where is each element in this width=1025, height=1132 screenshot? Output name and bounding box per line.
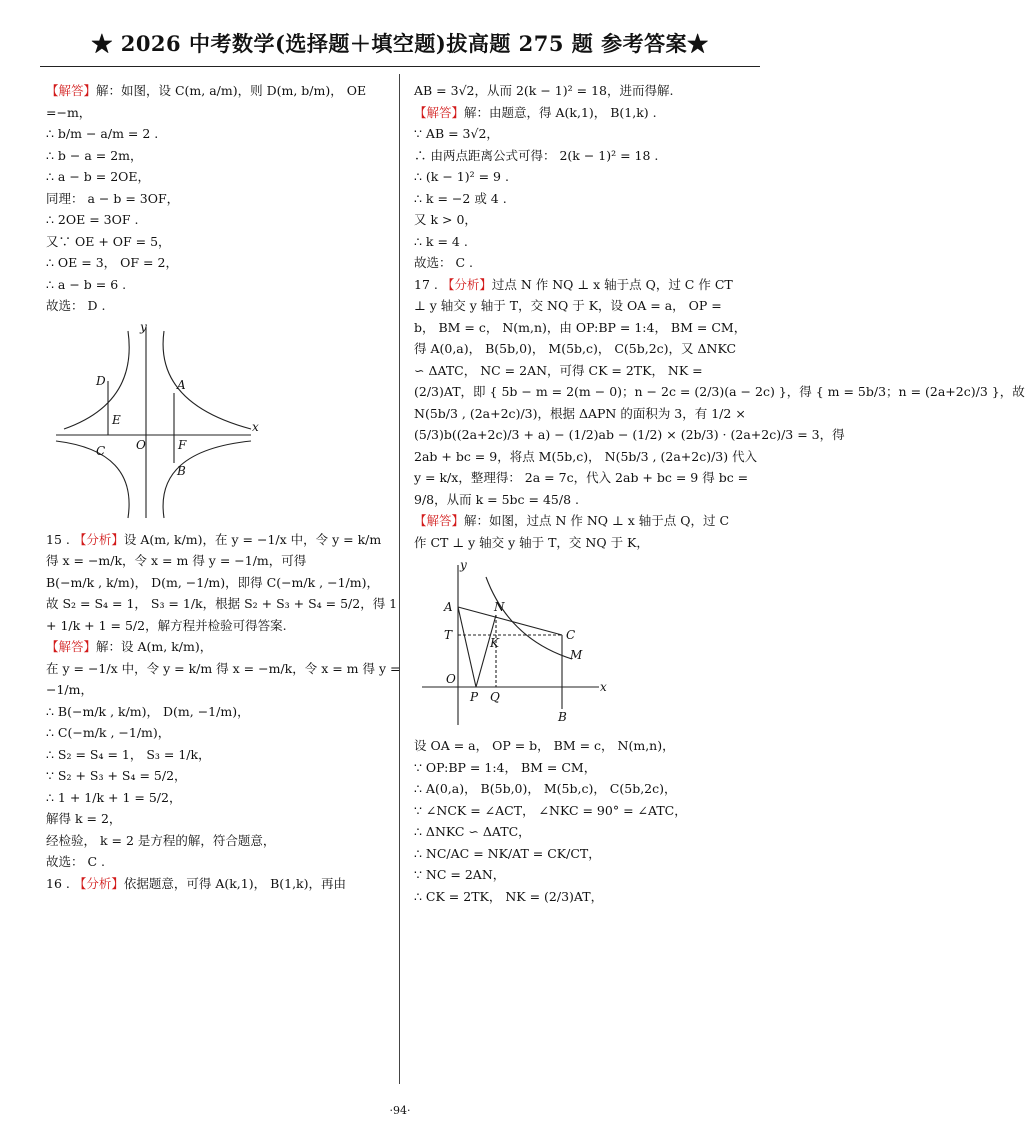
text-segment: ∴ k = 4 . <box>414 233 468 249</box>
text-line <box>46 123 386 145</box>
section-tag: 【解答】 <box>414 104 465 120</box>
text-line <box>46 231 386 253</box>
text-segment: + 1/k + 1 = 5/2，解方程并检验可得答案. <box>46 617 287 633</box>
text-segment: ∴ NC/AC = NK/AT = CK/CT， <box>414 845 601 861</box>
text-segment: 故 S₂ = S₄ = 1， S₃ = 1/k，根据 S₂ + S₃ + S₄ = 5/2，得 1 <box>46 596 398 611</box>
text-line <box>414 80 760 102</box>
text-line <box>414 295 760 317</box>
graph-label-Q: Q <box>490 690 500 704</box>
text-segment: ∵ NC = 2AN， <box>414 867 506 882</box>
text-segment: 解：由题意，得 A(k,1)， B(1,k) . <box>464 104 657 120</box>
text-line <box>46 209 386 231</box>
text-line <box>46 252 386 274</box>
text-line <box>414 102 760 124</box>
text-segment: 解：如图，设 C(m, a/m)，则 D(m, b/m)， OE <box>96 83 367 98</box>
text-line <box>46 188 386 210</box>
column-divider <box>399 74 400 1084</box>
text-line <box>46 873 386 895</box>
text-line <box>414 821 760 843</box>
text-line <box>414 532 760 554</box>
text-line <box>414 778 760 800</box>
text-line <box>46 636 386 658</box>
text-line <box>46 145 386 167</box>
text-segment: ∴ OE = 3， OF = 2， <box>46 255 178 270</box>
right-column <box>414 80 1025 907</box>
left-text-block-2 <box>46 529 401 895</box>
text-segment: (5/3)b((2a+2c)/3 + a) − (1/2)ab − (1/2) × (2b/3) · (2a+2c)/3 = 3，得 <box>414 427 845 442</box>
text-line <box>46 679 386 701</box>
text-line <box>46 744 386 766</box>
right-text-block-2 <box>414 735 760 907</box>
text-segment: 过点 N 作 NQ ⊥ x 轴于点 Q，过 C 作 CT <box>491 276 733 292</box>
text-segment: 设 OA = a， OP = b， BM = c， N(m,n)， <box>414 738 675 753</box>
text-segment: ∵ AB = 3√2， <box>414 126 499 141</box>
text-segment: 设 A(m, k/m)，在 y = −1/x 中，令 y = k/m <box>123 531 382 547</box>
text-segment: 16 . <box>46 875 74 891</box>
text-segment: 解得 k = 2， <box>46 811 122 826</box>
text-segment: ∴ 2OE = 3OF . <box>46 212 139 227</box>
section-tag: 【解答】 <box>46 83 97 98</box>
graph-label-K: K <box>490 636 499 650</box>
hyperbola-graph-q17 <box>414 559 614 729</box>
text-segment: 在 y = −1/x 中，令 y = k/m 得 x = −m/k，令 x = m 得 y = <box>46 660 401 676</box>
graph-label-B: B <box>558 710 567 724</box>
text-line <box>414 123 760 145</box>
text-segment: AB = 3√2，从而 2(k − 1)² = 18，进而得解. <box>414 83 674 98</box>
text-segment: 17 . <box>414 276 442 292</box>
section-tag: 【分析】 <box>441 276 492 292</box>
curve-bottom-right <box>163 441 251 518</box>
section-tag: 【分析】 <box>73 875 124 891</box>
text-line <box>414 252 760 274</box>
text-segment: 同理： a − b = 3OF， <box>46 190 180 206</box>
text-segment: 依据题意，可得 A(k,1)， B(1,k)，再由 <box>123 875 347 891</box>
text-segment: =−m， <box>46 104 92 120</box>
text-segment: ⊥ y 轴交 y 轴于 T，交 NQ 于 K，设 OA = a， OP = <box>414 298 722 313</box>
text-segment: ∽ ΔATC， NC = 2AN，可得 CK = 2TK， NK = <box>414 362 703 378</box>
text-line <box>414 843 760 865</box>
graph-label-M: M <box>570 648 583 662</box>
text-line <box>414 467 760 489</box>
text-segment: ∴ A(0,a)， B(5b,0)， M(5b,c)， C(5b,2c)， <box>414 781 677 796</box>
text-line <box>414 166 760 188</box>
text-segment: N(5b/3 , (2a+2c)/3)，根据 ΔAPN 的面积为 3，有 1/2 × <box>414 405 746 421</box>
text-segment: (2/3)AT，即 { 5b − m = 2(m − 0)；n − 2c = (2/3)(a − 2c) }，得 { m = 5b/3；n = (2a+2c)/3 }，故 <box>414 384 1025 399</box>
text-segment: 得 x = −m/k，令 x = m 得 y = −1/m，可得 <box>46 553 307 568</box>
text-segment: 15 . <box>46 531 74 547</box>
graph-label-T: T <box>444 628 453 642</box>
text-line <box>414 864 760 886</box>
text-segment: 解：如图，过点 N 作 NQ ⊥ x 轴于点 Q，过 C <box>464 513 730 528</box>
graph-label-F: F <box>178 437 187 452</box>
section-tag: 【解答】 <box>46 639 97 654</box>
text-line <box>414 381 1025 403</box>
text-line <box>46 529 386 551</box>
text-line <box>46 102 386 124</box>
text-line <box>46 615 386 637</box>
text-line <box>46 166 386 188</box>
text-line <box>46 851 386 873</box>
graph-label-y: y <box>140 319 147 334</box>
text-segment: 作 CT ⊥ y 轴交 y 轴于 T，交 NQ 于 K， <box>414 534 649 550</box>
text-segment: 解：设 A(m, k/m)， <box>96 639 213 654</box>
text-line <box>414 757 760 779</box>
text-segment: ∴ 由两点距离公式可得： 2(k − 1)² = 18 . <box>414 147 659 163</box>
text-segment: ∴ S₂ = S₄ = 1， S₃ = 1/k， <box>46 746 211 762</box>
left-column <box>46 80 401 894</box>
text-line <box>46 593 398 615</box>
graph-label-P: P <box>470 690 479 704</box>
text-segment: B(−m/k , k/m)， D(m, −1/m)，即得 C(−m/k , −1/m)， <box>46 574 379 590</box>
text-line <box>46 550 386 572</box>
graph-label-x: x <box>252 419 259 434</box>
line-AC <box>458 607 562 635</box>
text-line <box>46 722 386 744</box>
graph-label-A: A <box>444 600 453 614</box>
line-AP <box>458 607 476 687</box>
text-segment: 故选： C . <box>46 854 105 869</box>
hyperbola-graph-q14 <box>46 319 266 523</box>
text-segment: ∴ b/m − a/m = 2 . <box>46 126 159 141</box>
graph-label-E: E <box>112 412 121 427</box>
text-line <box>414 209 760 231</box>
text-line <box>414 735 760 757</box>
graph-label-C: C <box>96 443 106 458</box>
left-text-block <box>46 80 386 317</box>
text-line <box>414 188 760 210</box>
text-line <box>414 886 760 908</box>
text-segment: y = k/x，整理得： 2a = 7c，代入 2ab + bc = 9 得 bc = <box>414 470 749 485</box>
graph-label-C: C <box>566 628 576 642</box>
page-number: ·94· <box>389 1104 411 1117</box>
text-line <box>414 489 760 511</box>
header-rule <box>40 66 760 67</box>
text-line <box>414 274 760 296</box>
text-line <box>46 80 386 102</box>
graph-label-N: N <box>494 600 505 614</box>
text-segment: ∴ b − a = 2m， <box>46 147 143 163</box>
text-segment: 故选： C . <box>414 255 473 270</box>
text-segment: ∵ S₂ + S₃ + S₄ = 5/2， <box>46 768 187 783</box>
text-segment: ∴ a − b = 6 . <box>46 276 127 292</box>
text-segment: ∴ k = −2 或 4 . <box>414 190 507 206</box>
graph-label-x: x <box>600 680 607 694</box>
text-line <box>46 808 386 830</box>
section-tag: 【解答】 <box>414 513 465 528</box>
text-segment: ∴ C(−m/k , −1/m)， <box>46 725 171 740</box>
right-text-block <box>414 80 1025 553</box>
text-line <box>414 338 760 360</box>
text-segment: 又 k > 0， <box>414 212 477 227</box>
text-line <box>414 360 760 382</box>
text-segment: 得 A(0,a)， B(5b,0)， M(5b,c)， C(5b,2c)，又 ΔNKC <box>414 341 737 356</box>
text-line <box>414 317 760 339</box>
graph-label-y: y <box>460 558 467 572</box>
text-segment: 9/8，从而 k = 5bc = 45/8 . <box>414 491 579 507</box>
text-line <box>414 403 760 425</box>
graph-label-A: A <box>177 377 186 392</box>
section-tag: 【分析】 <box>73 531 124 547</box>
text-segment: ∴ ΔNKC ∽ ΔATC， <box>414 824 531 839</box>
text-segment: ∵ ∠NCK = ∠ACT， ∠NKC = 90° = ∠ATC， <box>414 802 687 818</box>
curve-bottom-left <box>56 441 129 518</box>
text-line <box>414 510 760 532</box>
graph-label-O: O <box>446 672 456 686</box>
text-line <box>46 572 386 594</box>
graph-label-D: D <box>96 373 106 388</box>
text-line <box>46 701 386 723</box>
graph-label-B: B <box>177 463 186 478</box>
text-segment: ∴ 1 + 1/k + 1 = 5/2， <box>46 789 182 805</box>
text-line <box>414 800 760 822</box>
text-segment: 又∵ OE + OF = 5， <box>46 233 171 249</box>
text-segment: ∵ OP:BP = 1:4， BM = CM， <box>414 759 597 775</box>
text-segment: b， BM = c， N(m,n)，由 OP:BP = 1:4， BM = CM， <box>414 319 747 335</box>
text-segment: ∴ CK = 2TK， NK = (2/3)AT， <box>414 888 604 904</box>
text-line <box>46 274 386 296</box>
text-segment: 2ab + bc = 9，将点 M(5b,c)， N(5b/3 , (2a+2c)/3) 代入 <box>414 448 758 464</box>
text-line <box>46 787 386 809</box>
text-line <box>414 145 760 167</box>
text-line <box>414 231 760 253</box>
text-segment: 经检验， k = 2 是方程的解，符合题意， <box>46 832 276 848</box>
text-segment: ∴ (k − 1)² = 9 . <box>414 169 509 184</box>
text-segment: ∴ a − b = 2OE， <box>46 169 151 184</box>
text-line <box>46 295 386 317</box>
text-line <box>414 446 760 468</box>
text-line <box>46 830 386 852</box>
text-segment: −1/m， <box>46 682 93 697</box>
text-line <box>46 765 386 787</box>
text-line <box>46 658 401 680</box>
graph-label-O: O <box>136 437 146 452</box>
page-title: ★ 2026 中考数学(选择题＋填空题)拔高题 275 题 参考答案★ <box>91 31 709 56</box>
text-segment: ∴ B(−m/k , k/m)， D(m, −1/m)， <box>46 703 250 719</box>
text-line <box>414 424 845 446</box>
text-segment: 故选： D . <box>46 298 106 313</box>
line-PN <box>476 615 496 687</box>
